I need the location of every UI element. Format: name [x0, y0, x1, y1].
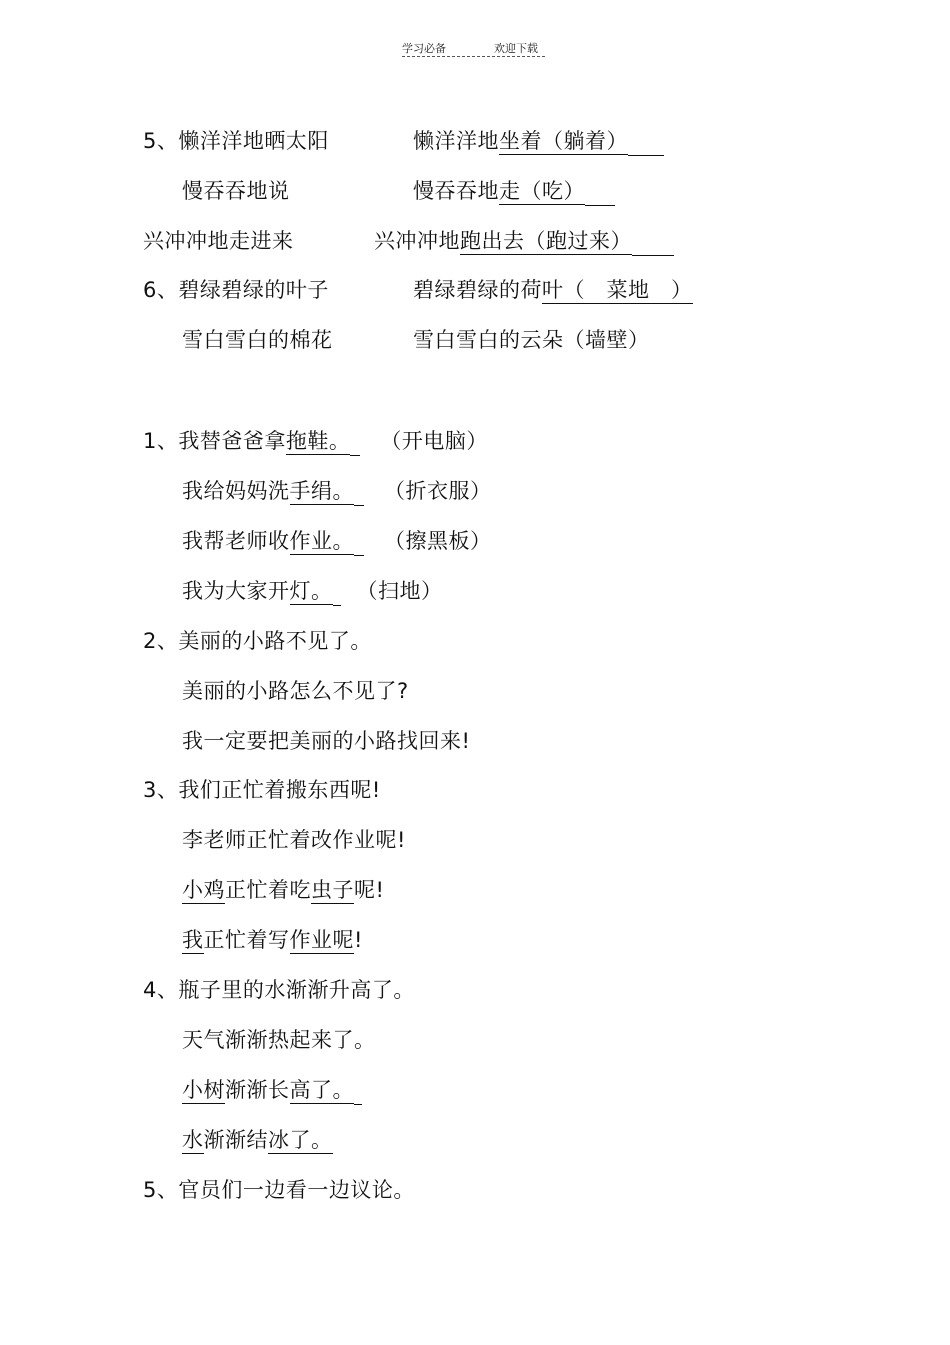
b-q4-line2: 天气渐渐热起来了。 — [182, 1028, 376, 1052]
a-row5-right: 雪白雪白的云朵（墙壁） — [413, 328, 650, 352]
a-row3-left: 兴冲冲地走进来 — [143, 229, 294, 253]
b-q1-line2: 我给妈妈洗手绢。 （折衣服） — [182, 478, 492, 506]
b-q2-line2: 美丽的小路怎么不见了? — [182, 679, 409, 703]
a-row5-left: 雪白雪白的棉花 — [182, 328, 333, 352]
b-q5-line1: 5、官员们一边看一边议论。 — [143, 1178, 415, 1202]
a-row1-right: 懒洋洋地坐着（躺着） — [413, 128, 664, 156]
b-q1-line4: 我为大家开灯。 （扫地） — [182, 578, 443, 606]
b-q3-line1: 3、我们正忙着搬东西呢! — [143, 778, 381, 802]
b-q3-line2: 李老师正忙着改作业呢! — [182, 828, 406, 852]
b-q2-line3: 我一定要把美丽的小路找回来! — [182, 729, 471, 753]
b-q3-line4: 我正忙着写作业呢! — [182, 928, 363, 952]
a-row2-right: 慢吞吞地走（吃） — [413, 178, 615, 206]
header-left: 学习必备 — [402, 42, 446, 55]
b-q4-line4: 水渐渐结冰了。 — [182, 1128, 333, 1152]
page-header — [402, 40, 538, 56]
header-divider — [402, 56, 545, 57]
header-right: 欢迎下载 — [494, 42, 538, 55]
b-q3-line3: 小鸡正忙着吃虫子呢! — [182, 878, 385, 902]
b-q2-line1: 2、美丽的小路不见了。 — [143, 629, 372, 653]
a-row2-left: 慢吞吞地说 — [182, 179, 290, 203]
b-q4-line1: 4、瓶子里的水渐渐升高了。 — [143, 978, 415, 1002]
a-row3-right: 兴冲冲地跑出去（跑过来） — [374, 228, 674, 256]
a-row1-left: 5、懒洋洋地晒太阳 — [143, 129, 329, 153]
b-q1-line3: 我帮老师收作业。 （擦黑板） — [182, 528, 492, 556]
b-q1-line1: 1、我替爸爸拿拖鞋。 （开电脑） — [143, 428, 488, 456]
a-row4-left: 6、碧绿碧绿的叶子 — [143, 278, 329, 302]
b-q4-line3: 小树渐渐长高了。 — [182, 1077, 362, 1105]
a-row4-right: 碧绿碧绿的荷叶（ 菜地 ） — [413, 278, 693, 302]
